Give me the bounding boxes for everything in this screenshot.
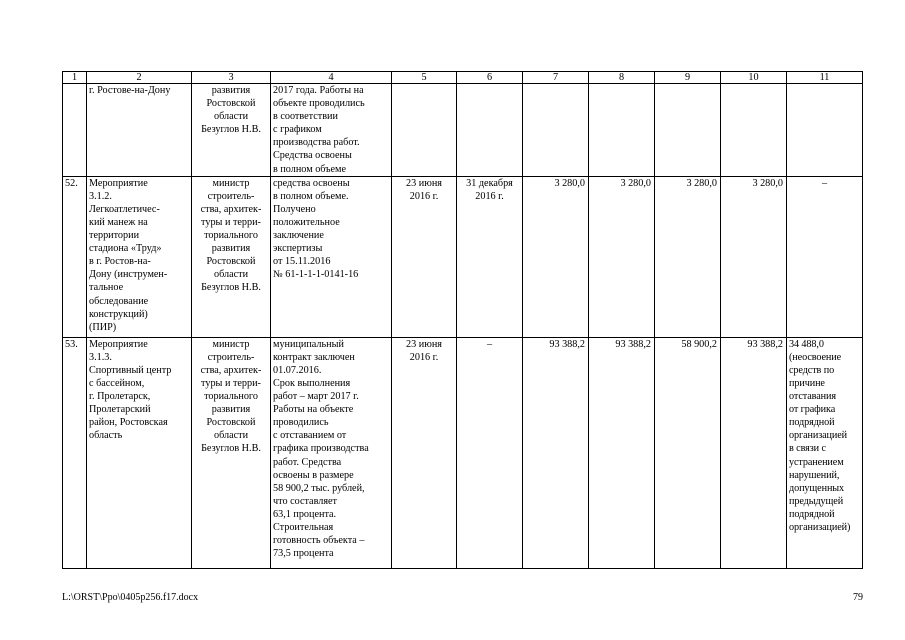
column-number-row xyxy=(63,72,863,84)
amount-cell: 93 388,2 xyxy=(589,337,655,568)
amount-cell: 3 280,0 xyxy=(721,176,787,337)
measure-name-cell: г. Ростове-на-Дону xyxy=(87,84,192,177)
amount-cell: 58 900,2 xyxy=(655,337,721,568)
start-date-cell: 23 июня 2016 г. xyxy=(392,337,457,568)
result-description-cell: 2017 года. Работы на объекте проводились в соответствии с графиком производства работ. Средства освоены в полном объеме xyxy=(271,84,392,177)
column-number: 7 xyxy=(523,72,589,84)
column-number: 6 xyxy=(457,72,523,84)
measure-name-cell: Мероприятие 3.1.2. Легкоатлетичес- кий манеж на территории стадиона «Труд» в г. Ростов-на- Дону (инструмен- тальное обследование конструкций) (ПИР) xyxy=(87,176,192,337)
row-index-cell: 52. xyxy=(63,176,87,337)
amount-cell: 3 280,0 xyxy=(523,176,589,337)
column-number: 5 xyxy=(392,72,457,84)
column-number: 10 xyxy=(721,72,787,84)
amount-cell xyxy=(523,84,589,177)
end-date-cell: 31 декабря 2016 г. xyxy=(457,176,523,337)
end-date-cell xyxy=(457,84,523,177)
column-number: 8 xyxy=(589,72,655,84)
start-date-cell: 23 июня 2016 г. xyxy=(392,176,457,337)
measure-name-cell: Мероприятие 3.1.3. Спортивный центр с бассейном, г. Пролетарск, Пролетарский район, Ростовская область xyxy=(87,337,192,568)
remark-cell: 34 488,0 (неосвоение средств по причине отставания от графика подрядной организацией в связи с устранением нарушений, допущенных предыдущей подрядной организацией) xyxy=(787,337,863,568)
page-number: 79 xyxy=(853,592,863,603)
column-number: 2 xyxy=(87,72,192,84)
column-number: 11 xyxy=(787,72,863,84)
table-row xyxy=(63,84,863,177)
amount-cell: 3 280,0 xyxy=(589,176,655,337)
remark-cell xyxy=(787,84,863,177)
amount-cell xyxy=(655,84,721,177)
row-index-cell: 53. xyxy=(63,337,87,568)
result-description-cell: муниципальный контракт заключен 01.07.2016. Срок выполнения работ – март 2017 г. Работы на объекте проводились с отставанием от графика производства работ. Средства освоены в размере 58 900,2 тыс. рублей, что составляет 63,1 процента. Строительная готовность объекта – 73,5 процента xyxy=(271,337,392,568)
column-number: 3 xyxy=(192,72,271,84)
amount-cell: 93 388,2 xyxy=(523,337,589,568)
report-table xyxy=(62,71,863,569)
remark-cell: – xyxy=(787,176,863,337)
row-index-cell xyxy=(63,84,87,177)
end-date-cell: – xyxy=(457,337,523,568)
column-number: 4 xyxy=(271,72,392,84)
start-date-cell xyxy=(392,84,457,177)
column-number: 1 xyxy=(63,72,87,84)
result-description-cell: средства освоены в полном объеме. Получено положительное заключение экспертизы от 15.11.2016 № 61-1-1-1-0141-16 xyxy=(271,176,392,337)
column-number: 9 xyxy=(655,72,721,84)
table-row xyxy=(63,337,863,568)
amount-cell xyxy=(721,84,787,177)
amount-cell: 93 388,2 xyxy=(721,337,787,568)
responsible-cell: министр строитель- ства, архитек- туры и терри- ториального развития Ростовской области Безуглов Н.В. xyxy=(192,176,271,337)
table-row xyxy=(63,176,863,337)
amount-cell xyxy=(589,84,655,177)
responsible-cell: развития Ростовской области Безуглов Н.В. xyxy=(192,84,271,177)
amount-cell: 3 280,0 xyxy=(655,176,721,337)
footer-file-path: L:\ORST\Ppo\0405p256.f17.docx xyxy=(62,592,199,603)
responsible-cell: министр строитель- ства, архитек- туры и терри- ториального развития Ростовской области Безуглов Н.В. xyxy=(192,337,271,568)
